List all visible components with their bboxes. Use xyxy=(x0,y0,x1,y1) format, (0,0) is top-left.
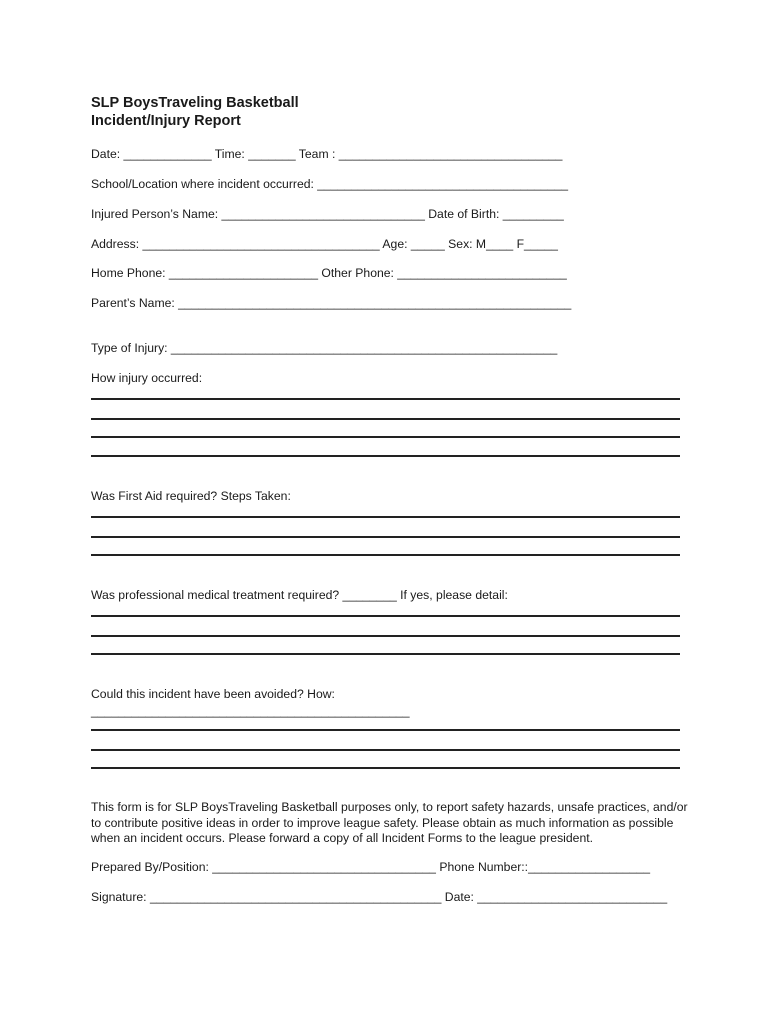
form-title: SLP BoysTraveling Basketball xyxy=(91,95,299,111)
parents-name-field[interactable]: Parent’s Name: __________________________________________________________ xyxy=(91,296,572,310)
avoidable-line-2[interactable] xyxy=(91,749,680,751)
first-aid-line-1[interactable] xyxy=(91,516,680,518)
type-of-injury-field[interactable]: Type of Injury: _________________________________________________________ xyxy=(91,341,558,355)
avoidable-blank[interactable]: _______________________________________________ xyxy=(91,704,410,718)
address-field[interactable]: Address: ___________________________________ Age: _____ Sex: M____ F_____ xyxy=(91,237,558,251)
phones-field[interactable]: Home Phone: ______________________ Other Phone: _________________________ xyxy=(91,266,567,280)
medical-line-2[interactable] xyxy=(91,635,680,637)
how-injury-line-1[interactable] xyxy=(91,398,680,400)
date-time-team-field[interactable]: Date: _____________ Time: _______ Team : _________________________________ xyxy=(91,147,563,161)
school-location-field[interactable]: School/Location where incident occurred: _____________________________________ xyxy=(91,177,569,191)
avoidable-line-1[interactable] xyxy=(91,729,680,731)
first-aid-line-3[interactable] xyxy=(91,554,680,556)
how-injury-line-4[interactable] xyxy=(91,455,680,457)
signature-field[interactable]: Signature: ___________________________________________ Date: ____________________________ xyxy=(91,890,668,904)
injured-person-field[interactable]: Injured Person’s Name: ______________________________ Date of Birth: _________ xyxy=(91,207,564,221)
prepared-by-field[interactable]: Prepared By/Position: _________________________________ Phone Number::__________________ xyxy=(91,860,651,874)
how-injury-line-3[interactable] xyxy=(91,436,680,438)
how-injury-line-2[interactable] xyxy=(91,418,680,420)
first-aid-line-2[interactable] xyxy=(91,536,680,538)
avoidable-line-3[interactable] xyxy=(91,767,680,769)
medical-line-1[interactable] xyxy=(91,615,680,617)
medical-line-3[interactable] xyxy=(91,653,680,655)
disclaimer-text: This form is for SLP BoysTraveling Basketball purposes only, to report safety hazards, unsafe practices, and/or to contribute positive ideas in order to improve league safety. Please obtain as much information as possible when an incident occurs. Please forward a copy of all Incident Forms to the league president. xyxy=(91,800,688,845)
form-subtitle: Incident/Injury Report xyxy=(91,113,241,129)
avoidable-label: Could this incident have been avoided? How: xyxy=(91,687,335,701)
how-injury-occurred-label: How injury occurred: xyxy=(91,371,203,385)
first-aid-label: Was First Aid required? Steps Taken: xyxy=(91,489,291,503)
medical-treatment-field[interactable]: Was professional medical treatment required? ________ If yes, please detail: xyxy=(91,588,508,602)
